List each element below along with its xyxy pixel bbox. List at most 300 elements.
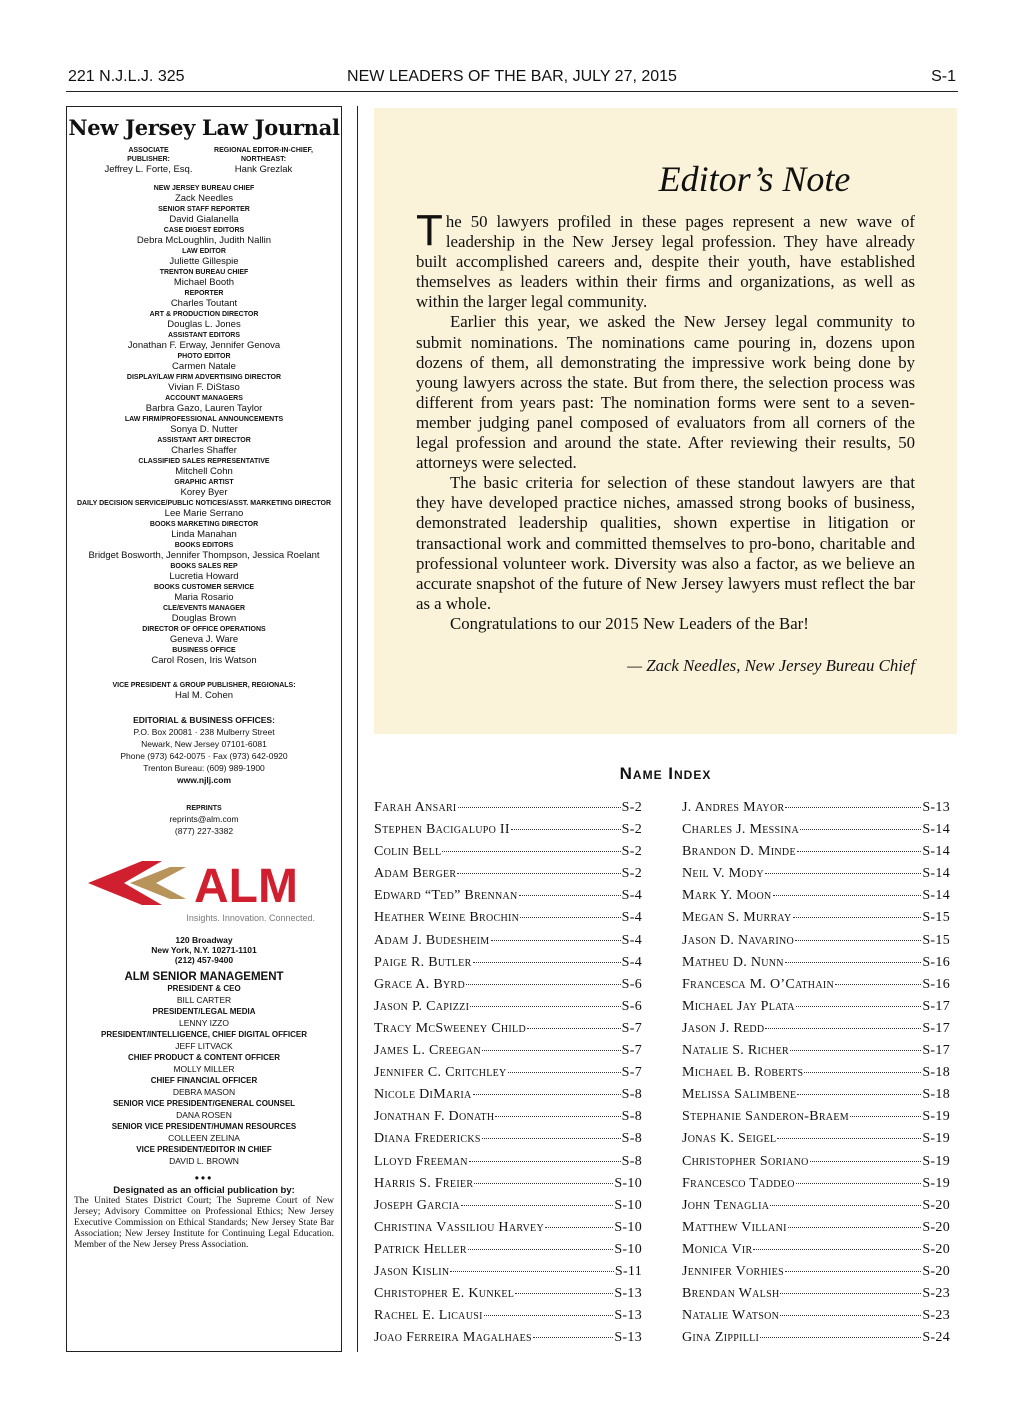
- index-name: Edward “Ted” Brennan: [374, 888, 518, 904]
- index-name: Patrick Heller: [374, 1241, 467, 1257]
- leader-dots: [474, 1183, 613, 1184]
- index-name: Stephen Bacigalupo II: [374, 822, 510, 838]
- index-page: S-8: [621, 1109, 642, 1125]
- index-row: [682, 1043, 950, 1065]
- index-row: [682, 1286, 950, 1308]
- index-row: [374, 1043, 642, 1065]
- index-page: S-17: [922, 998, 950, 1014]
- index-page: S-20: [922, 1197, 950, 1213]
- staff-role-label: CASE DIGEST EDITORS: [163, 227, 245, 234]
- drop-cap: T: [416, 206, 443, 255]
- leader-dots: [484, 1315, 614, 1316]
- reprints-label: REPRINTS: [186, 805, 222, 812]
- index-row: [682, 800, 950, 822]
- alm-wordmark: ALM: [194, 860, 298, 911]
- index-page: S-8: [621, 1153, 642, 1169]
- index-row: [682, 933, 950, 955]
- leader-dots: [780, 1315, 921, 1316]
- index-name: Jonathan F. Donath: [374, 1109, 495, 1125]
- staff-list: [67, 184, 341, 667]
- citation: 221 N.J.L.J. 325: [68, 68, 185, 85]
- separator-dots: •••: [194, 1171, 214, 1185]
- leader-dots: [482, 1050, 621, 1051]
- index-name: Brendan Walsh: [682, 1286, 780, 1302]
- role-label: PUBLISHER:: [127, 156, 170, 163]
- vp-block: [67, 681, 341, 702]
- person-name: Hank Grezlak: [234, 164, 293, 175]
- paragraph: [416, 206, 915, 312]
- leader-dots: [519, 895, 621, 896]
- leader-dots: [753, 1249, 921, 1250]
- staff-name: Charles Toutant: [170, 298, 238, 309]
- index-row: [374, 1131, 642, 1153]
- leader-dots: [800, 829, 921, 830]
- staff-role-label: BUSINESS OFFICE: [172, 647, 236, 654]
- management-title: ALM SENIOR MANAGEMENT: [124, 971, 284, 983]
- staff-name: Korey Byer: [180, 487, 228, 498]
- index-row: [682, 1242, 950, 1264]
- index-name: Stephanie Sanderon-Braem: [682, 1109, 849, 1125]
- leader-dots: [804, 1072, 921, 1073]
- leader-dots: [470, 1006, 620, 1007]
- index-page: S-2: [621, 800, 642, 815]
- index-page: S-17: [922, 1020, 950, 1036]
- management-name: MOLLY MILLER: [173, 1064, 235, 1074]
- index-row: [682, 888, 950, 910]
- index-row: [682, 999, 950, 1021]
- management-role-label: SENIOR VICE PRESIDENT/HUMAN RESOURCES: [111, 1122, 297, 1131]
- staff-name: Lucretia Howard: [169, 571, 239, 582]
- alm-mark-icon: [84, 855, 324, 911]
- index-name: Jason Kislin: [374, 1263, 450, 1279]
- staff-role-label: BOOKS CUSTOMER SERVICE: [153, 584, 255, 591]
- management-role-label: PRESIDENT/LEGAL MEDIA: [152, 1007, 256, 1016]
- management-role-label: CHIEF FINANCIAL OFFICER: [150, 1076, 258, 1085]
- reprints-block: [67, 804, 341, 837]
- publication-logo: New Jersey Law Journal: [68, 115, 340, 140]
- index-name: Michael B. Roberts: [682, 1065, 804, 1081]
- staff-role-label: ASSISTANT EDITORS: [167, 332, 241, 339]
- index-name: J. Andres Mayor: [682, 800, 785, 815]
- website-link[interactable]: www.njlj.com: [177, 775, 231, 785]
- index-row: [682, 1264, 950, 1286]
- index-page: S-19: [922, 1153, 950, 1169]
- index-page: S-11: [614, 1263, 642, 1279]
- alm-address: [67, 935, 341, 965]
- staff-role-label: GRAPHIC ARTIST: [174, 479, 234, 486]
- index-name: Colin Bell: [374, 844, 442, 860]
- leader-dots: [797, 1094, 921, 1095]
- index-name: Grace A. Byrd: [374, 976, 465, 992]
- staff-name: Douglas Brown: [171, 613, 237, 624]
- index-row: [374, 866, 642, 888]
- staff-role-label: BOOKS MARKETING DIRECTOR: [149, 521, 259, 528]
- leader-dots: [793, 917, 922, 918]
- index-row: [682, 1021, 950, 1043]
- index-row: [682, 1308, 950, 1330]
- phone-line: Trenton Bureau: (609) 989-1900: [143, 763, 265, 773]
- index-name: Jason D. Navarino: [682, 932, 795, 948]
- phone-line: Phone (973) 642-0075 · Fax (973) 642-0920: [120, 751, 288, 761]
- index-page: S-2: [621, 866, 642, 882]
- index-page: S-10: [614, 1197, 642, 1213]
- index-row: [374, 1109, 642, 1131]
- leader-dots: [790, 1050, 921, 1051]
- index-page: S-24: [922, 1330, 950, 1346]
- index-page: S-19: [922, 1109, 950, 1125]
- leader-dots: [527, 1028, 621, 1029]
- index-row: [374, 1308, 642, 1330]
- index-name: John Tenaglia: [682, 1197, 770, 1213]
- index-row: [374, 1330, 642, 1352]
- index-name: Michael Jay Plata: [682, 998, 795, 1014]
- index-name: Adam J. Budesheim: [374, 932, 490, 948]
- leader-dots: [780, 1293, 921, 1294]
- index-name: Natalie Watson: [682, 1308, 780, 1324]
- staff-role-label: DIRECTOR OF OFFICE OPERATIONS: [142, 626, 266, 633]
- index-name: Christopher Soriano: [682, 1153, 809, 1169]
- index-page: S-7: [621, 1043, 642, 1059]
- index-page: S-14: [922, 822, 950, 838]
- editors-note-title: Editor’s Note: [658, 159, 851, 199]
- staff-name: Douglas L. Jones: [167, 319, 241, 330]
- staff-name: Zack Needles: [174, 193, 234, 204]
- person-name: Jeffrey L. Forte, Esq.: [104, 164, 193, 175]
- management-role-label: PRESIDENT/INTELLIGENCE, CHIEF DIGITAL OFFICER: [101, 1030, 307, 1039]
- index-page: S-20: [922, 1263, 950, 1279]
- index-name: Matheu D. Nunn: [682, 954, 784, 970]
- leader-dots: [760, 1337, 921, 1338]
- index-row: [374, 1264, 642, 1286]
- leader-dots: [457, 873, 620, 874]
- index-name: Joseph Garcia: [374, 1197, 460, 1213]
- staff-role-label: TRENTON BUREAU CHIEF: [159, 269, 249, 276]
- index-row: [374, 1021, 642, 1043]
- role-label: REGIONAL EDITOR-IN-CHIEF,: [214, 147, 313, 154]
- index-row: [682, 1330, 950, 1352]
- leader-dots: [765, 1028, 921, 1029]
- leader-dots: [461, 1205, 614, 1206]
- leader-dots: [515, 1293, 613, 1294]
- index-name: Jonas K. Seigel: [682, 1131, 777, 1147]
- index-name: Heather Weine Brochin: [374, 910, 520, 926]
- index-name: Nicole DiMaria: [374, 1087, 472, 1103]
- staff-role-label: DAILY DECISION SERVICE/PUBLIC NOTICES/ASST. MARKETING DIRECTOR: [76, 500, 332, 507]
- index-page: S-14: [922, 844, 950, 860]
- leader-dots: [785, 807, 921, 808]
- page-number: S-1: [931, 68, 956, 85]
- leader-dots: [545, 1227, 613, 1228]
- index-name: Francesco Taddeo: [682, 1175, 795, 1191]
- index-page: S-4: [621, 910, 642, 926]
- management-name: LENNY IZZO: [179, 1018, 229, 1028]
- index-name: Matthew Villani: [682, 1219, 787, 1235]
- leader-dots: [458, 807, 621, 808]
- index-page: S-16: [922, 976, 950, 992]
- paragraph: Earlier this year, we asked the New Jersey legal community to submit nominations. The nominations came pouring in, dozens upon dozens of them, all demonstrating the impressive work being done by young lawyers across the state. But from there, the selection process was different from years past: The nomination forms were sent to a seven-member judging panel composed of evaluators from all corners of the legal profession and around the state. After reviewing their results, 50 attorneys were selected.: [416, 312, 915, 473]
- index-row: [374, 1065, 642, 1087]
- staff-role-label: ASSISTANT ART DIRECTOR: [157, 437, 251, 444]
- index-name: Jason J. Redd: [682, 1020, 765, 1036]
- index-name: Farah Ansari: [374, 800, 457, 815]
- index-row: [682, 1154, 950, 1176]
- address-line: Newark, New Jersey 07101-6081: [141, 739, 267, 749]
- leader-dots: [511, 829, 621, 830]
- index-page: S-15: [922, 910, 950, 926]
- index-page: S-20: [922, 1219, 950, 1235]
- leader-dots: [466, 984, 621, 985]
- staff-name: Sonya D. Nutter: [170, 424, 238, 435]
- index-row: [682, 866, 950, 888]
- index-name: Jennifer C. Critchley: [374, 1065, 507, 1081]
- staff-name: Maria Rosario: [174, 592, 234, 603]
- staff-name: Michael Booth: [173, 277, 235, 288]
- index-name: Brandon D. Minde: [682, 844, 796, 860]
- index-row: [374, 1087, 642, 1109]
- index-page: S-10: [614, 1219, 642, 1235]
- staff-name: Geneva J. Ware: [169, 634, 239, 645]
- index-row: [374, 1242, 642, 1264]
- management-name: JEFF LITVACK: [175, 1041, 233, 1051]
- index-name: Paige R. Butler: [374, 954, 472, 970]
- publisher-block: [67, 146, 341, 176]
- leader-dots: [773, 895, 922, 896]
- index-row: [682, 1109, 950, 1131]
- index-page: S-10: [614, 1241, 642, 1257]
- index-row: [682, 1065, 950, 1087]
- index-page: S-13: [922, 800, 950, 815]
- reprints-email[interactable]: reprints@alm.com: [169, 814, 239, 824]
- staff-role-label: CLE/EVENTS MANAGER: [162, 605, 246, 612]
- index-name: Mark Y. Moon: [682, 888, 772, 904]
- leader-dots: [520, 917, 620, 918]
- index-name: Adam Berger: [374, 866, 457, 882]
- management-name: DANA ROSEN: [176, 1110, 232, 1120]
- name-index-left-column: [374, 800, 642, 1352]
- staff-role-label: NEW JERSEY BUREAU CHIEF: [153, 185, 255, 192]
- index-page: S-17: [922, 1043, 950, 1059]
- index-page: S-8: [621, 1131, 642, 1147]
- index-page: S-19: [922, 1175, 950, 1191]
- paragraph: Congratulations to our 2015 New Leaders of the Bar!: [450, 613, 809, 633]
- staff-name: Vivian F. DiStaso: [168, 382, 240, 393]
- leader-dots: [765, 873, 921, 874]
- index-row: [374, 888, 642, 910]
- index-page: S-14: [922, 888, 950, 904]
- management-list: [67, 983, 341, 1167]
- address-line: New York, N.Y. 10271-1101: [151, 945, 257, 955]
- staff-role-label: ACCOUNT MANAGERS: [165, 395, 243, 402]
- index-page: S-20: [922, 1241, 950, 1257]
- index-name: James L. Creegan: [374, 1043, 481, 1059]
- staff-role-label: SENIOR STAFF REPORTER: [158, 206, 250, 213]
- index-row: [374, 844, 642, 866]
- index-row: [374, 1154, 642, 1176]
- index-row: [374, 910, 642, 932]
- index-name: Harris S. Freier: [374, 1175, 474, 1191]
- staff-name: Carol Rosen, Iris Watson: [151, 655, 257, 666]
- index-name: Diana Fredericks: [374, 1131, 481, 1147]
- index-page: S-7: [621, 1065, 642, 1081]
- paragraph: The basic criteria for selection of these standout lawyers are that they have developed practice niches, amassed strong books of business, demonstrated leadership qualities, shown expertise in litigation or transactional work and committed themselves to pro-bono, charitable and professional volunteer work. Diversity was also a factor, as we believe an accurate snapshot of the future of New Jersey lawyers must reflect the bar as a whole.: [416, 473, 915, 613]
- index-name: Gina Zippilli: [682, 1330, 760, 1346]
- leader-dots: [785, 1271, 921, 1272]
- leader-dots: [442, 851, 620, 852]
- index-row: [374, 1286, 642, 1308]
- index-name: Monica Vir: [682, 1241, 753, 1257]
- editors-note-body: [416, 206, 915, 634]
- index-row: [374, 1176, 642, 1198]
- index-page: S-19: [922, 1131, 950, 1147]
- address-line: P.O. Box 20081 · 238 Mulberry Street: [133, 727, 275, 737]
- index-page: S-16: [922, 954, 950, 970]
- index-name: Melissa Salimbene: [682, 1087, 797, 1103]
- staff-role-label: CLASSIFIED SALES REPRESENTATIVE: [138, 458, 270, 465]
- person-name: Hal M. Cohen: [174, 690, 234, 701]
- management-role-label: CHIEF PRODUCT & CONTENT OFFICER: [128, 1053, 280, 1062]
- index-row: [374, 800, 642, 822]
- staff-role-label: LAW FIRM/PROFESSIONAL ANNOUNCEMENTS: [124, 416, 284, 423]
- index-name: Megan S. Murray: [682, 910, 792, 926]
- leader-dots: [796, 1183, 922, 1184]
- staff-role-label: DISPLAY/LAW FIRM ADVERTISING DIRECTOR: [126, 374, 282, 381]
- index-page: S-13: [614, 1286, 642, 1302]
- index-row: [374, 1220, 642, 1242]
- staff-name: Mitchell Cohn: [175, 466, 233, 477]
- index-row: [682, 955, 950, 977]
- leader-dots: [469, 1161, 621, 1162]
- index-page: S-13: [614, 1308, 642, 1324]
- management-name: BILL CARTER: [176, 995, 232, 1005]
- index-name: Christopher E. Kunkel: [374, 1286, 515, 1302]
- index-name: Christina Vassiliou Harvey: [374, 1219, 544, 1235]
- index-page: S-4: [621, 888, 642, 904]
- alm-tagline: Insights. Innovation. Connected.: [186, 913, 315, 923]
- leader-dots: [850, 1116, 921, 1117]
- index-row: [374, 933, 642, 955]
- leader-dots: [495, 1116, 620, 1117]
- management-name: DAVID L. BROWN: [169, 1156, 239, 1166]
- staff-role-label: REPORTER: [184, 290, 224, 297]
- staff-name: Barbra Gazo, Lauren Taylor: [145, 403, 263, 414]
- name-index-title: Name Index: [619, 764, 712, 783]
- index-row: [374, 977, 642, 999]
- index-row: [682, 844, 950, 866]
- index-name: Francesca M. O’Cathain: [682, 976, 835, 992]
- index-page: S-14: [922, 866, 950, 882]
- index-row: [682, 910, 950, 932]
- role-label: VICE PRESIDENT & GROUP PUBLISHER, REGIONALS:: [112, 682, 296, 689]
- index-page: S-10: [614, 1175, 642, 1191]
- column-divider: [357, 106, 358, 1352]
- index-name: Natalie S. Richer: [682, 1043, 790, 1059]
- leader-dots: [785, 962, 922, 963]
- staff-name: Jonathan F. Erway, Jennifer Genova: [127, 340, 281, 351]
- editors-note-box: [374, 108, 957, 734]
- role-label: ASSOCIATE: [128, 147, 169, 154]
- leader-dots: [810, 1161, 922, 1162]
- staff-role-label: BOOKS EDITORS: [174, 542, 234, 549]
- staff-name: Lee Marie Serrano: [164, 508, 244, 519]
- staff-name: Bridget Bosworth, Jennifer Thompson, Jessica Roelant: [88, 550, 320, 561]
- associate-publisher: [91, 146, 206, 176]
- section-title: NEW LEADERS OF THE BAR, JULY 27, 2015: [347, 68, 677, 85]
- index-page: S-6: [621, 976, 642, 992]
- staff-role-label: PHOTO EDITOR: [177, 353, 231, 360]
- index-page: S-18: [922, 1065, 950, 1081]
- staff-name: Debra McLoughlin, Judith Nallin: [136, 235, 272, 246]
- leader-dots: [788, 1227, 922, 1228]
- index-name: Jennifer Vorhies: [682, 1263, 784, 1279]
- leader-dots: [473, 1094, 621, 1095]
- management-role-label: VICE PRESIDENT/EDITOR IN CHIEF: [136, 1145, 272, 1154]
- leader-dots: [491, 940, 621, 941]
- index-name: Joao Ferreira Magalhaes: [374, 1330, 532, 1346]
- index-row: [374, 822, 642, 844]
- index-page: S-4: [621, 954, 642, 970]
- management-role-label: PRESIDENT & CEO: [167, 984, 241, 993]
- staff-name: Juliette Gillespie: [169, 256, 239, 267]
- index-page: S-15: [922, 932, 950, 948]
- index-page: S-7: [621, 1020, 642, 1036]
- index-row: [682, 1176, 950, 1198]
- index-page: S-18: [922, 1087, 950, 1103]
- index-page: S-4: [621, 932, 642, 948]
- index-page: S-6: [621, 998, 642, 1014]
- leader-dots: [777, 1138, 921, 1139]
- index-row: [682, 1131, 950, 1153]
- name-index-right-column: [682, 800, 950, 1352]
- management-name: DEBRA MASON: [172, 1087, 236, 1097]
- signature: — Zack Needles, New Jersey Bureau Chief: [627, 656, 915, 675]
- index-name: Lloyd Freeman: [374, 1153, 468, 1169]
- address-line: 120 Broadway: [175, 935, 233, 945]
- offices-label: EDITORIAL & BUSINESS OFFICES:: [133, 715, 275, 725]
- index-row: [682, 977, 950, 999]
- index-row: [682, 822, 950, 844]
- management-role-label: SENIOR VICE PRESIDENT/GENERAL COUNSEL: [112, 1099, 296, 1108]
- index-name: Rachel E. Licausi: [374, 1308, 483, 1324]
- index-name: Tracy McSweeney Child: [374, 1020, 526, 1036]
- leader-dots: [835, 984, 921, 985]
- staff-name: Charles Shaffer: [171, 445, 237, 456]
- staff-name: Carmen Natale: [172, 361, 236, 372]
- leader-dots: [796, 1006, 922, 1007]
- offices-block: [67, 715, 341, 786]
- index-row: [374, 955, 642, 977]
- role-label: NORTHEAST:: [240, 156, 287, 163]
- leader-dots: [797, 851, 921, 852]
- reprints-phone: (877) 227-3382: [174, 826, 234, 836]
- leader-dots: [482, 1138, 621, 1139]
- index-name: Charles J. Messina: [682, 822, 800, 838]
- leader-dots: [533, 1337, 613, 1338]
- leader-dots: [450, 1271, 613, 1272]
- index-row: [374, 999, 642, 1021]
- phone-line: (212) 457-9400: [174, 955, 234, 965]
- index-page: S-23: [922, 1286, 950, 1302]
- index-name: Neil V. Mody: [682, 866, 764, 882]
- index-name: Jason P. Capizzi: [374, 998, 470, 1014]
- index-page: S-2: [621, 822, 642, 838]
- staff-name: Linda Manahan: [171, 529, 237, 540]
- index-page: S-8: [621, 1087, 642, 1103]
- management-name: COLLEEN ZELINA: [168, 1133, 240, 1143]
- page-header: [66, 66, 958, 92]
- index-row: [682, 1087, 950, 1109]
- paragraph-text: he 50 lawyers profiled in these pages represent a new wave of leadership in the New Jersey legal profession. They have already built accomplished careers and, despite their youth, have established themselves as leaders within their firms and organizations, as well as within the larger legal community.: [416, 212, 915, 312]
- index-row: [682, 1220, 950, 1242]
